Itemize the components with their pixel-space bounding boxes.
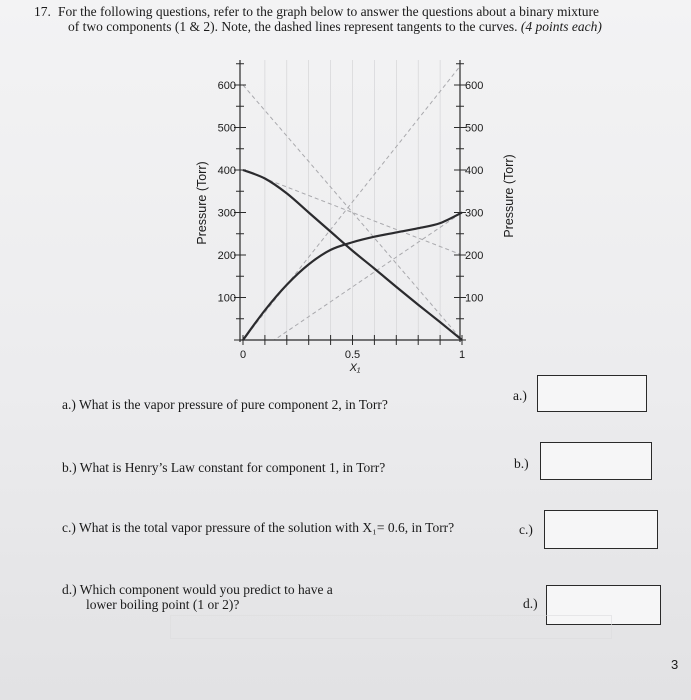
y-axis-label-left: Pressure (Torr) — [195, 161, 209, 245]
subquestion-d-line-1: d.) Which component would you predict to have a — [62, 582, 333, 597]
x-axis-label: X₁ — [349, 362, 361, 374]
question-text-line-1: For the following questions, refer to the graph below to answer the questions about a binary mixture — [58, 4, 600, 19]
subquestion-d-line-2: lower boiling point (1 or 2)? — [86, 597, 240, 612]
points-note: (4 points each) — [520, 19, 602, 34]
answer-label-d: d.) — [523, 596, 538, 611]
answer-box-c[interactable] — [544, 510, 658, 549]
y-tick-label-right: 300 — [465, 207, 484, 220]
answer-label-a: a.) — [513, 388, 527, 403]
answer-box-a[interactable] — [537, 375, 647, 412]
y-tick-label-left: 600 — [217, 80, 236, 92]
y-tick-label-left: 400 — [217, 165, 236, 177]
faint-bleed-through — [170, 615, 612, 639]
y-tick-label-left: 100 — [217, 292, 236, 305]
y-tick-label-right: 400 — [465, 165, 484, 177]
y-tick-label-right: 600 — [465, 80, 484, 92]
x-tick-label: 1 — [458, 349, 466, 361]
answer-label-c: c.) — [519, 522, 533, 537]
page-number: 3 — [671, 657, 679, 672]
y-tick-label-right: 100 — [465, 292, 484, 305]
x-tick-label: 0.5 — [344, 349, 361, 361]
question-text-main: of two components (1 & 2). Note, the dashed lines represent tangents to the curves. — [68, 19, 518, 34]
y-tick-label-left: 500 — [217, 122, 236, 135]
subquestion-a: a.) What is the vapor pressure of pure component 2, in Torr? — [62, 397, 388, 412]
y-tick-label-left: 200 — [217, 250, 236, 262]
subquestion-b: b.) What is Henry’s Law constant for component 1, in Torr? — [62, 460, 386, 475]
y-axis-label-right: Pressure (Torr) — [502, 154, 516, 238]
answer-box-b[interactable] — [540, 442, 652, 480]
grid — [265, 60, 440, 340]
y-tick-label-left: 300 — [217, 207, 236, 220]
y-tick-label-right: 500 — [465, 122, 484, 135]
answer-label-b: b.) — [514, 456, 529, 471]
subquestion-d — [62, 582, 333, 612]
subquestion-c: c.) What is the total vapor pressure of the solution with X₁= 0.6, in Torr? — [62, 520, 455, 535]
x-tick-label: 0 — [239, 349, 247, 361]
y-tick-label-right: 200 — [465, 250, 484, 262]
question-number: 17. — [34, 4, 51, 19]
